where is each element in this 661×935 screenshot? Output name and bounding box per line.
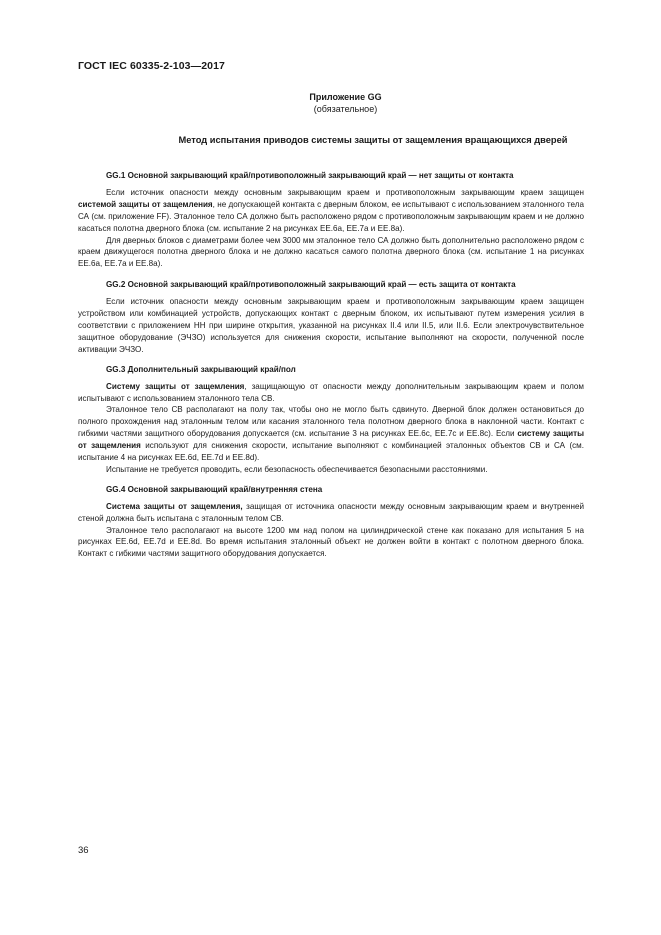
page-number: 36	[78, 845, 89, 856]
paragraph	[78, 296, 584, 356]
section-1	[78, 170, 584, 270]
defined-term: системой защиты от защемления	[78, 199, 213, 209]
section-3	[78, 364, 584, 476]
text-run: используют для снижения скорости, испытание выполняют с комбинацией эталонных объектов СВ и СА (см. испытание 4 на рисунках ЕЕ.6d, ЕЕ.7d и ЕЕ.8d).	[78, 441, 584, 463]
document-body	[78, 170, 584, 568]
annex-block	[0, 91, 661, 115]
annex-status: (обязательное)	[313, 104, 378, 114]
defined-term: Система защиты от защемления,	[106, 501, 243, 511]
paragraph	[78, 235, 584, 271]
text-run: Для дверных блоков с диаметрами более чем 3000 мм эталонное тело СА должно быть дополнительно расположено рядом с краем движущегося полотна дверного блока и не должно касаться самого полотна дверного блока (см. испытание 1 на рисунках ЕЕ.6а, ЕЕ.7а и ЕЕ.8а).	[78, 235, 584, 269]
text-run: Испытание не требуется проводить, если безопасность обеспечивается безопасными расстояниями.	[106, 464, 488, 474]
paragraph	[78, 381, 584, 405]
section-heading: GG.4 Основной закрывающий край/внутренняя стена	[106, 484, 323, 494]
section-heading: GG.1 Основной закрывающий край/противоположный закрывающий край — нет защиты от контакта	[106, 171, 514, 180]
section-2	[78, 279, 584, 355]
section-4	[78, 484, 584, 560]
defined-term: Систему защиты от защемления	[106, 381, 245, 391]
section-heading: GG.2 Основной закрывающий край/противоположный закрывающий край — есть защита от контакта	[106, 280, 516, 290]
text-run: , не допускающей контакта с дверным блоком, ее испытывают с использованием эталонного тела СА (см. приложение FF). Эталонное тело СА должно быть расположено рядом с противоположным закрывающим краем и не должно касаться полотна дверного блока (см. испытание 2 на рисунках ЕЕ.6а, ЕЕ.7а и ЕЕ.8а).	[78, 199, 584, 233]
main-title: Метод испытания приводов системы защиты от защемления вращающихся дверей	[178, 135, 568, 145]
text-run: Эталонное тело располагают на высоте 1200 мм над полом на цилиндрической стене как показано для испытания 5 на рисунках ЕЕ.6d, ЕЕ.7d и ЕЕ.8d. Во время испытания эталонный объект не должен войти в контакт с полотном дверного блока. Контакт с гибкими частями защитного оборудования допускается.	[78, 525, 584, 559]
text-run: Если источник опасности между основным закрывающим краем и противоположным закрывающим краем защищен	[106, 187, 584, 197]
defined-term: систему защиты от защемления	[78, 429, 584, 451]
annex-title: Приложение GG	[309, 92, 382, 102]
section-heading: GG.3 Дополнительный закрывающий край/пол	[106, 364, 296, 374]
paragraph	[78, 501, 584, 525]
paragraph	[78, 525, 584, 561]
text-run: Эталонное тело СВ располагают на полу так, чтобы оно не могло быть сдвинуто. Дверной блок должен остановиться до полного прохождения над эталонным телом или касания эталонного тела полотном дверного блока в наклонной части. Контакт с гибкими частями защитного оборудования допускается (см. испытание 3 на рисунках ЕЕ.6с, ЕЕ.7с и ЕЕ.8с). Если	[78, 405, 584, 439]
paragraph	[78, 187, 584, 235]
text-run: , защищающую от опасности между дополнительным закрывающим краем и полом испытывают с использованием эталонного тела СВ.	[78, 381, 584, 403]
text-run: Если источник опасности между основным закрывающим краем и противоположным закрывающим краем защищен устройством или комбинацией устройств, допускающих контакт с дверным блоком, их испытывают путем измерения усилия в соответствии с приложением НН при ширине открытия, указанной на рисунках II.4 или II.5, или II.6. Если электрочувствительное защитное оборудование (ЭЧЗО) используется для снижения скорости, испытание выполняют на скорости, полученной после активации ЭЧЗО.	[78, 297, 584, 354]
paragraph	[78, 404, 584, 464]
document-header-code: ГОСТ IEC 60335-2-103—2017	[78, 60, 225, 72]
paragraph	[78, 464, 584, 476]
text-run: защищая от источника опасности между основным закрывающим краем и внутренней стеной должна быть испытана с эталонным телом СВ.	[78, 501, 584, 523]
